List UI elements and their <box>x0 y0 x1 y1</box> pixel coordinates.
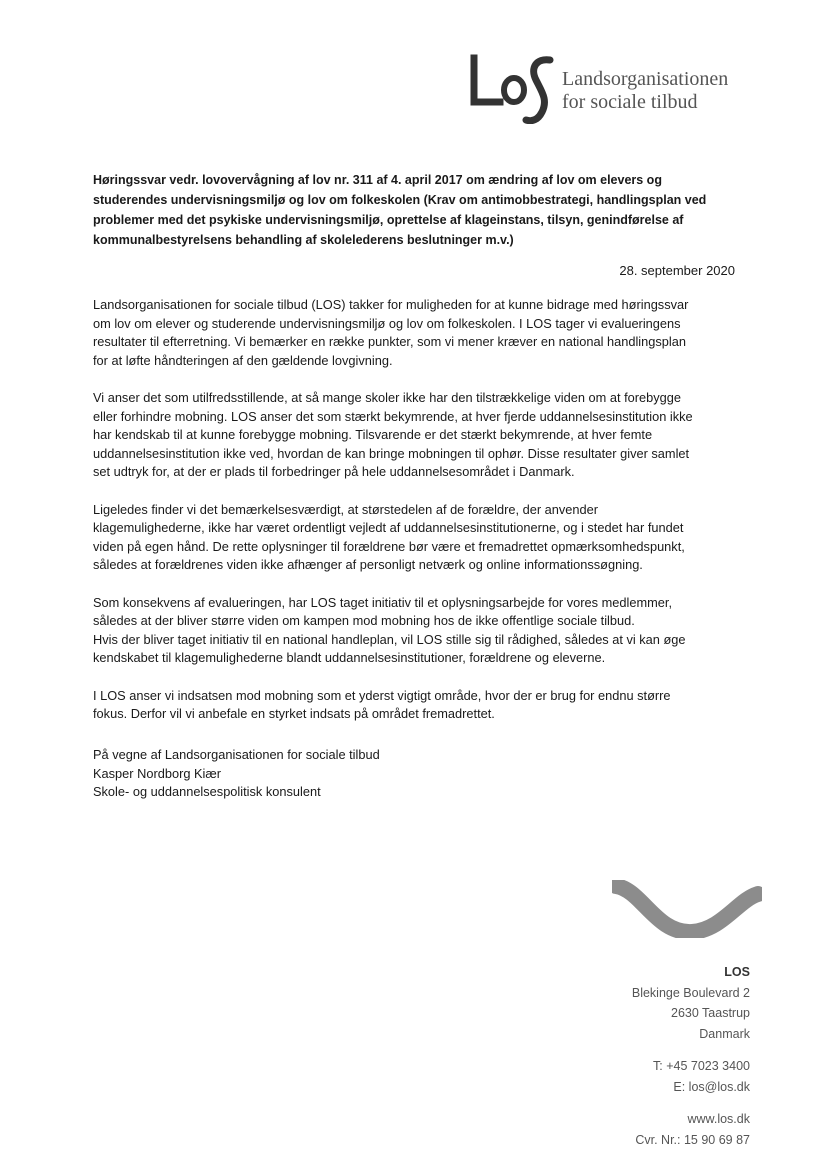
paragraph <box>93 389 763 482</box>
letter-date: 28. september 2020 <box>619 263 735 278</box>
signature-name: Kasper Nordborg Kiær <box>93 765 222 781</box>
footer-spacer <box>632 1097 750 1109</box>
text-line: kendskabet til klagemulighederne blandt uddannelsesinstitutioner, forældrene og eleverne. <box>93 650 606 665</box>
text-line: I LOS anser vi indsatsen mod mobning som et yderst vigtigt område, hvor der er brug for endnu større <box>93 687 671 703</box>
signature-behalf: På vegne af Landsorganisationen for sociale tilbud <box>93 747 380 762</box>
paragraph <box>93 501 763 575</box>
text-line: om lov om elever og studerende undervisningsmiljø og lov om folkeskolen. I LOS tager vi evalueringens <box>93 315 681 331</box>
signature-block <box>93 746 380 802</box>
text-line: Ligeledes finder vi det bemærkelsesværdigt, at størstedelen af de forældre, der anvender <box>93 501 599 517</box>
footer-country: Danmark <box>699 1026 750 1041</box>
los-logo-mark <box>470 52 554 124</box>
org-name-line2: for sociale tilbud <box>562 91 698 113</box>
footer-phone: T: +45 7023 3400 <box>653 1059 750 1073</box>
text-line: set udtryk for, at der er plads til forbedringer på hele uddannelsesområdet i Danmark. <box>93 464 575 479</box>
text-line: Hvis der bliver taget initiativ til en national handleplan, vil LOS stille sig til rådighed, således at vi kan øge <box>93 631 686 647</box>
footer-website[interactable]: www.los.dk <box>687 1112 750 1126</box>
footer-spacer <box>632 1044 750 1056</box>
org-name-line1: Landsorganisationen <box>562 68 729 90</box>
footer-email[interactable]: E: los@los.dk <box>673 1079 750 1094</box>
letter-body <box>93 296 763 743</box>
subject-line: problemer med det psykiske undervisningsmiljø, oprettelse af klageinstans, tilsyn, genindførelse af <box>93 213 684 227</box>
subject-line: Høringssvar vedr. lovovervågning af lov nr. 311 af 4. april 2017 om ændring af lov om elevers og <box>93 173 662 187</box>
text-line: resultater til efterretning. Vi bemærker en række punkter, som vi mener kræver en national handlingsplan <box>93 334 686 349</box>
text-line: således at der bliver større viden om kampen mod mobning hos de ikke offentlige sociale tilbud. <box>93 613 635 628</box>
text-line: Landsorganisationen for sociale tilbud (LOS) takker for muligheden for at kunne bidrage med høringssvar <box>93 297 689 312</box>
paragraph <box>93 687 763 724</box>
text-line: således at forældrenes viden ikke afhænger af personligt netværk og online informationssøgning. <box>93 557 643 572</box>
footer-org: LOS <box>724 965 750 979</box>
subject-line: kommunalbestyrelsens behandling af skolelederens beslutninger m.v.) <box>93 233 514 247</box>
text-line: klagemulighederne, ikke har været ordentligt vejledt af uddannelsesinstitutionerne, og i stedet har fundet <box>93 520 684 535</box>
text-line: fokus. Derfor vil vi anbefale en styrket indsats på området fremadrettet. <box>93 706 495 721</box>
signature-title: Skole- og uddannelsespolitisk konsulent <box>93 784 321 799</box>
footer-contact <box>632 962 750 1150</box>
subject-line: studerendes undervisningsmiljø og lov om folkeskolen (Krav om antimobbestrategi, handlingsplan ved <box>93 193 707 207</box>
letterhead-logo <box>470 52 760 124</box>
paragraph <box>93 296 763 370</box>
text-line: viden på egen hånd. De rette oplysninger til forældrene bør være et fremadrettet opmærksomhedspunkt, <box>93 538 685 554</box>
text-line: for at løfte håndteringen af den gældende lovgivning. <box>93 352 393 368</box>
text-line: eller forhindre mobning. LOS anser det som stærkt bekymrende, at hver fjerde uddannelsesinstitution ikke <box>93 408 693 424</box>
text-line: Som konsekvens af evalueringen, har LOS taget initiativ til et oplysningsarbejde for vores medlemmer, <box>93 594 672 610</box>
org-name <box>562 68 728 114</box>
footer-city: 2630 Taastrup <box>671 1006 750 1020</box>
swoosh-graphic <box>612 880 762 938</box>
paragraph <box>93 594 763 668</box>
footer-cvr: Cvr. Nr.: 15 90 69 87 <box>635 1132 750 1147</box>
letter-subject <box>93 170 753 250</box>
footer-street: Blekinge Boulevard 2 <box>631 985 750 1000</box>
text-line: uddannelsesinstitution ikke ved, hvordan de kan bringe mobningen til ophør. Disse resultater giver samlet <box>93 445 690 461</box>
text-line: Vi anser det som utilfredsstillende, at så mange skoler ikke har den tilstrækkelige viden om at forebygge <box>93 390 682 405</box>
text-line: har kendskab til at kunne forebygge mobning. Tilsvarende er det stærkt bekymrende, at hver femte <box>93 427 653 442</box>
